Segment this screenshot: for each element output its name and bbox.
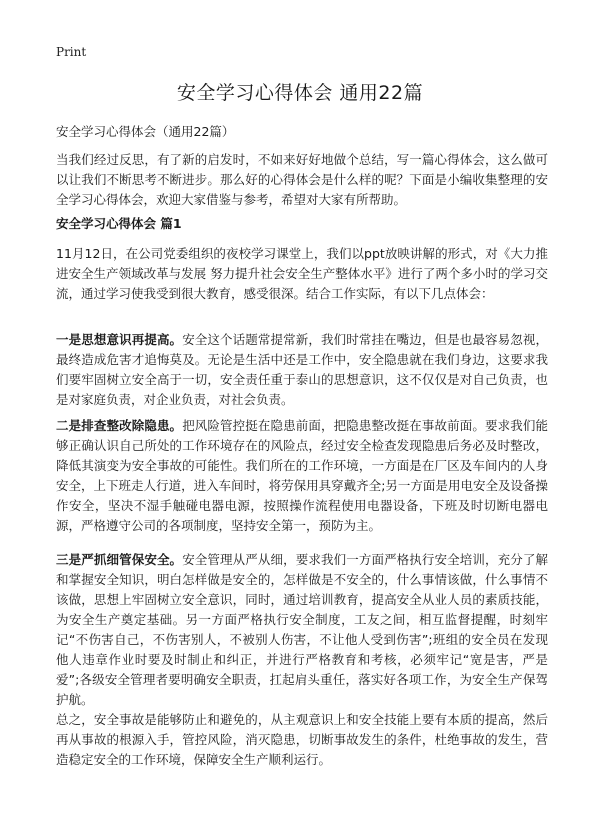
point-1-lead: 一是思想意识再提高。 xyxy=(56,332,183,347)
document-title: 安全学习心得体会 通用22篇 xyxy=(176,82,424,104)
section-heading: 安全学习心得体会 篇1 xyxy=(56,216,182,231)
conclusion-paragraph: 总之，安全事故是能够防止和避免的，从主观意识上和安全技能上要有本质的提高，然后再从事故的根源入手，管控风险，消灭隐患，切断事故发生的条件，杜绝事故的发生，营造稳定安全的工作环境，保障安全生产顺利运行。 xyxy=(56,712,548,767)
point-2-lead: 二是排查整改除隐患。 xyxy=(56,418,183,433)
point-2-paragraph xyxy=(56,416,548,536)
intro-paragraph: 当我们经过反思，有了新的启发时，不如来好好地做个总结，写一篇心得体会，这么做可以让我们不断思考不断进步。那么好的心得体会是什么样的呢？下面是小编收集整理的安全学习心得体会，欢迎大家借鉴与参考，希望对大家有所帮助。 xyxy=(56,152,548,207)
document-subtitle: 安全学习心得体会（通用22篇） xyxy=(56,124,235,139)
point-3-body: 安全管理从严从细，要求我们一方面严格执行安全培训，充分了解和掌握安全知识，明白怎样做是安全的，怎样做是不安全的，什么事情该做，什么事情不该做，思想上牢固树立安全意识，同时，通过培训教育，提高安全从业人员的素质技能，为安全生产奠定基础。另一方面严格执行安全制度，工友之间，相互监督提醒，时刻牢记“不伤害自己，不伤害别人，不被别人伤害，不让他人受到伤害”;班组的安全员在发现他人违章作业时要及时制止和纠正，并进行严格教育和考核，必须牢记“宽是害，严是爱”;各级安全管理者要明确安全职责，扛起肩头重任，落实好各项工作，为安全生产保驾护航。 xyxy=(56,552,548,707)
point-1-body: 安全这个话题常提常新，我们时常挂在嘴边，但是也最容易忽视，最终造成危害才追悔莫及。无论是生活中还是工作中，安全隐患就在我们身边，这要求我们要牢固树立安全高于一切，安全责任重于泰山的思想意识，这不仅仅是对自己负责，也是对家庭负责，对企业负责，对社会负责。 xyxy=(56,332,548,407)
point-2-body: 把风险管控挺在隐患前面，把隐患整改挺在事故前面。要求我们能够正确认识自己所处的工作环境存在的风险点，经过安全检查发现隐患后务必及时整改，降低其演变为安全事故的可能性。我们所在的工作环境，一方面是在厂区及车间内的人身安全，上下班走人行道，进入车间时，将劳保用具穿戴齐全;另一方面是用电安全及设备操作安全，坚决不湿手触碰电器电源，按照操作流程使用电器设备，下班及时切断电器电源，严格遵守公司的各项制度，坚持安全第一，预防为主。 xyxy=(56,418,548,533)
point-3-paragraph xyxy=(56,550,548,710)
point-1-paragraph xyxy=(56,330,548,410)
point-3-lead: 三是严抓细管保安全。 xyxy=(56,552,183,567)
paragraph-1: 11月12日，在公司党委组织的夜校学习课堂上，我们以ppt放映讲解的形式，对《大力推进安全生产领域改革与发展 努力提升社会安全生产整体水平》进行了两个多小时的学习交流，通过学习使我受到很大教育，感受很深。结合工作实际，有以下几点体会： xyxy=(56,246,548,301)
print-link[interactable]: Print xyxy=(56,45,87,59)
